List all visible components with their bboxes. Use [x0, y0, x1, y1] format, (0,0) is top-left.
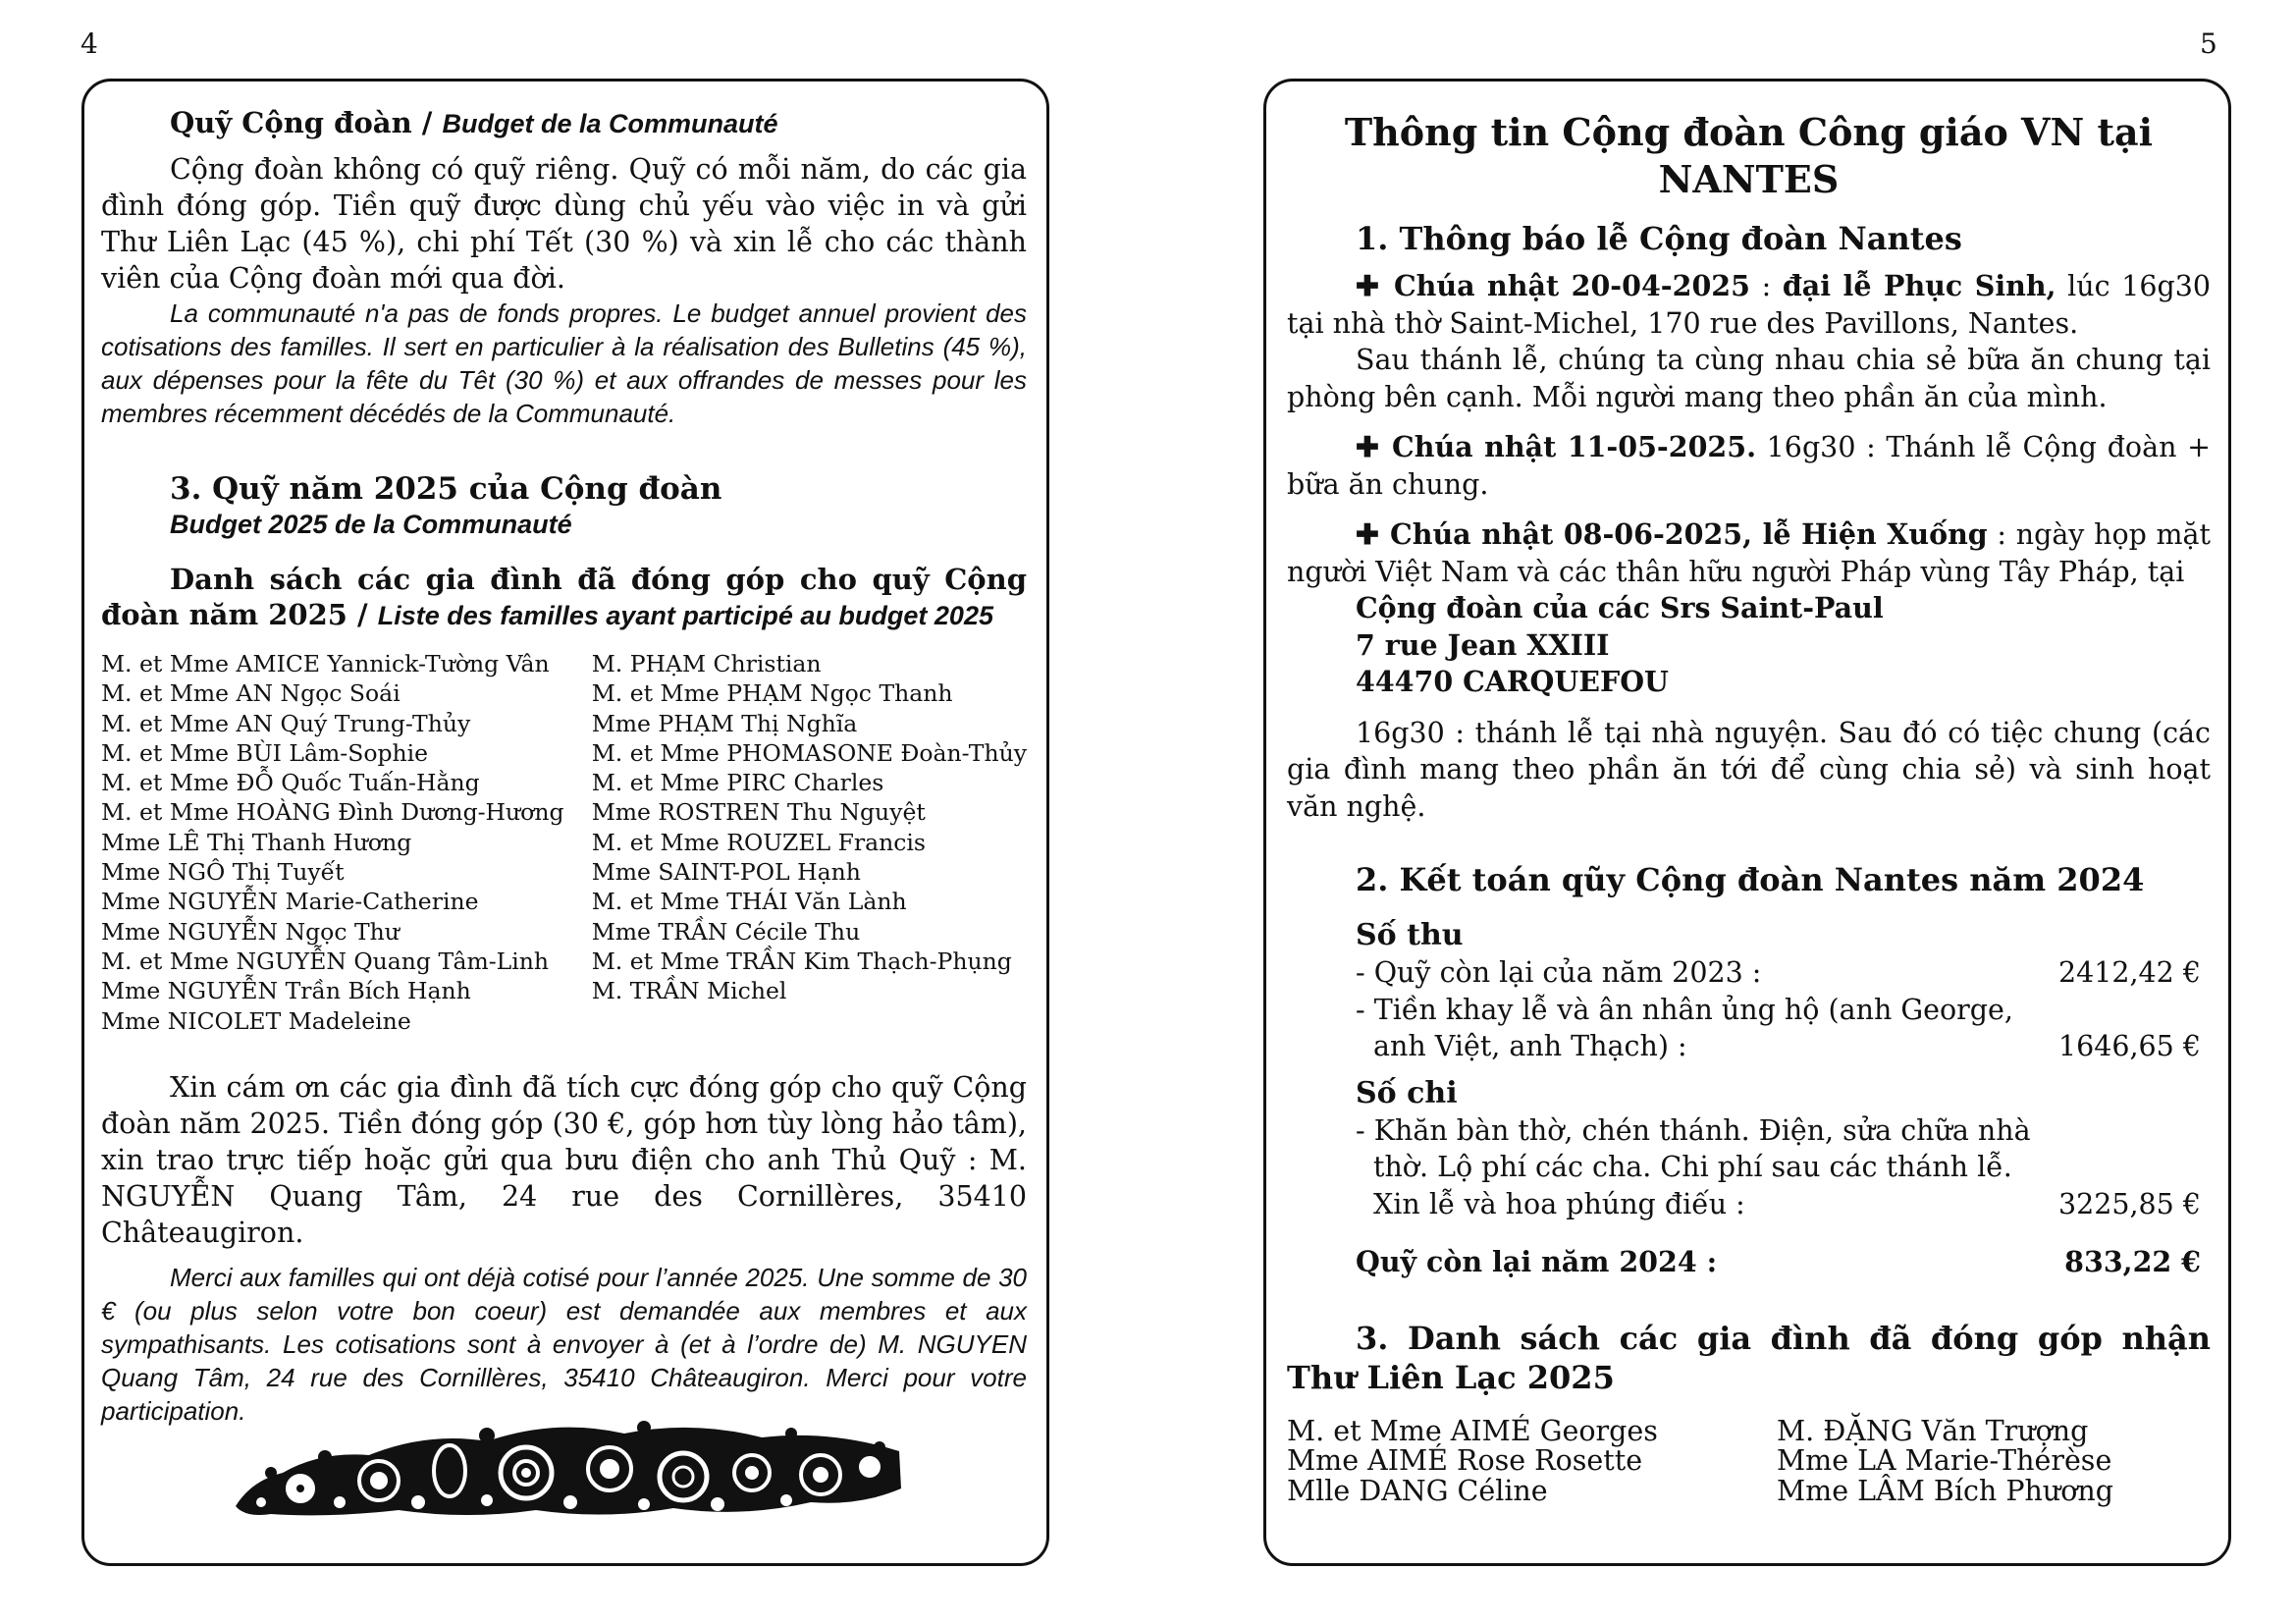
newsletter-col-2 [1777, 1414, 2113, 1507]
page-title: Thông tin Cộng đoàn Công giáo VN tại NANTES [1344, 110, 2154, 201]
section1-title: 1. Thông báo lễ Cộng đoàn Nantes [1356, 220, 1962, 257]
contributors-list-title-vi: Danh sách các gia đình đã đóng góp cho quỹ Cộng đoàn năm 2025 / [101, 563, 1027, 631]
contributors-list-title-fr: Liste des familles ayant participé au budget 2025 [377, 601, 993, 630]
list-item: M. et Mme ĐỖ Quốc Tuấn-Hằng [101, 769, 480, 797]
address-line: 7 rue Jean XXIII [1356, 627, 1610, 662]
page-number-right: 5 [2200, 27, 2217, 60]
section3-title-right: 3. Danh sách các gia đình đã đóng góp nhận Thư Liên Lạc 2025 [1287, 1319, 2211, 1396]
cross-icon: ✚ [1356, 430, 1381, 463]
list-item: Mme NGUYỄN Marie-Catherine [101, 888, 479, 916]
list-item: M. et Mme THÁI Văn Lành [591, 888, 907, 916]
balance-row [1287, 1244, 2211, 1281]
list-item: Mme NGÔ Thị Tuyết [101, 858, 345, 887]
budget-text-vi: Cộng đoàn không có quỹ riêng. Quỹ có mỗi năm, do các gia đình đóng góp. Tiền quỹ được dùng chủ yếu vào việc in và gửi Thư Liên Lạc (45 %), chi phí Tết (30 %) và xin lễ cho các thành viên của Cộng đoàn mới qua đời. [101, 153, 1027, 295]
list-item: Mme NGUYỄN Trần Bích Hạnh [101, 977, 471, 1005]
expense-label-3: Xin lễ và hoa phúng điếu : [1373, 1187, 1745, 1220]
cross-icon: ✚ [1356, 517, 1380, 551]
balance-label: Quỹ còn lại năm 2024 : [1356, 1245, 1718, 1278]
expense-label-2: thờ. Lộ phí các cha. Chi phí sau các thánh lễ. [1373, 1151, 2012, 1183]
page-number-left: 4 [80, 27, 98, 60]
list-item: M. et Mme AN Ngọc Soái [101, 679, 400, 708]
section3-subtitle: Budget 2025 de la Communauté [170, 510, 572, 539]
event-easter-date: Chúa nhật 20-04-2025 [1381, 269, 1750, 302]
cross-icon: ✚ [1356, 269, 1382, 302]
contributors-col-2 [592, 649, 1027, 1036]
list-item: M. et Mme HOÀNG Đình Dương-Hương [101, 798, 564, 827]
income-row-2 [1287, 1028, 2211, 1065]
event-may [1287, 429, 2211, 503]
list-item: Mme PHẠM Thị Nghĩa [591, 709, 858, 737]
thanks-text-fr: Merci aux familles qui ont déjà cotisé pour l’année 2025. Une somme de 30 € (ou plus selon votre bon coeur) est demandée aux membres et aux sympathisants. Les cotisations sont à envoyer à (et à l’ordre de) M. NGUYEN Quang Tâm, 24 rue des Cornillères, 35410 Châteaugiron. Merci pour votre participation. [101, 1262, 1027, 1426]
balance-amount: 833,22 € [2064, 1245, 2201, 1278]
list-item: Mme AIMÉ Rose Rosette [1287, 1444, 1643, 1477]
budget-text-fr: La communauté n'a pas de fonds propres. Le budget annuel provient des cotisations des familles. Il sert en particulier à la réalisation des Bulletins (45 %), aux dépenses pour la fête du Têt (30 %) et aux offrandes de messes pour les membres récemment décédés de la Communauté. [101, 298, 1027, 428]
event-may-date: Chúa nhật 11-05-2025. [1380, 430, 1756, 463]
income-row-1-label: - Quỹ còn lại của năm 2023 : [1356, 956, 1762, 989]
list-item: M. et Mme BÙI Lâm-Sophie [101, 738, 429, 767]
list-item: Mme NICOLET Madeleine [101, 1006, 411, 1035]
flower-border-decoration [232, 1412, 904, 1522]
income-row-1 [1287, 954, 2211, 992]
list-item: M. et Mme AIMÉ Georges [1287, 1414, 1658, 1447]
list-item: Mme ROSTREN Thu Nguyệt [591, 798, 926, 827]
list-item: Mme LA Marie-Thérèse [1777, 1444, 2112, 1477]
list-item: Mme LÊ Thị Thanh Hương [101, 828, 412, 856]
list-item: Mme NGUYỄN Ngọc Thư [101, 917, 400, 946]
expense-label-1: - Khăn bàn thờ, chén thánh. Điện, sửa chữa nhà [1356, 1113, 2031, 1147]
list-item: M. et Mme PHOMASONE Đoàn-Thủy [591, 738, 1027, 767]
list-item: M. et Mme PIRC Charles [591, 769, 884, 797]
section2-title: 2. Kết toán qũy Cộng đoàn Nantes năm 2024 [1356, 861, 2145, 898]
list-item: M. TRẦN Michel [591, 977, 787, 1005]
list-item: Mme TRẦN Cécile Thu [591, 917, 861, 946]
list-item: Mme SAINT-POL Hạnh [591, 858, 861, 887]
event-pentecost-note: 16g30 : thánh lễ tại nhà nguyện. Sau đó có tiệc chung (các gia đình mang theo phần ăn tới để cùng chia sẻ) và sinh hoạt văn nghệ. [1287, 716, 2211, 823]
expense-row [1287, 1186, 2211, 1223]
thanks-text-vi: Xin cám ơn các gia đình đã tích cực đóng góp cho quỹ Cộng đoàn năm 2025. Tiền đóng góp (30 €, góp hơn tùy lòng hảo tâm), xin trao trực tiếp hoặc gửi qua bưu điện cho anh Thủ Quỹ : M. NGUYỄN Quang Tâm, 24 rue des Cornillères, 35410 Châteaugiron. [101, 1070, 1027, 1249]
list-item: M. et Mme TRẦN Kim Thạch-Phụng [591, 947, 1012, 975]
income-row-2-label-2: anh Việt, anh Thạch) : [1373, 1030, 1687, 1062]
event-may-text: 16g30 : Thánh lễ Cộng đoàn + bữa ăn chung. [1287, 431, 2211, 501]
income-row-2-amount: 1646,65 € [2057, 1030, 2201, 1062]
list-item: M. et Mme AN Quý Trung-Thủy [101, 709, 471, 737]
contributors-list [101, 649, 1027, 1036]
expense-amount: 3225,85 € [2057, 1187, 2201, 1220]
address-line: 44470 CARQUEFOU [1356, 665, 1669, 698]
newsletter-col-1 [1287, 1414, 1777, 1507]
event-pentecost-date: Chúa nhật 08-06-2025, lễ Hiện Xuống [1379, 517, 1988, 551]
event-easter-name: đại lễ Phục Sinh, [1782, 269, 2056, 302]
event-pentecost-address [1287, 590, 2211, 701]
list-item: M. ĐẶNG Văn Trượng [1777, 1414, 2089, 1447]
list-item: Mme LÂM Bích Phương [1777, 1474, 2113, 1507]
contributors-col-1 [101, 649, 592, 1036]
event-easter-text: lúc 16g30 tại nhà thờ Saint-Michel, 170 rue des Pavillons, Nantes. [1287, 270, 2211, 340]
income-row-1-amount: 2412,42 € [2057, 956, 2201, 989]
event-easter [1287, 268, 2211, 342]
list-item: M. et Mme NGUYỄN Quang Tâm-Linh [101, 947, 550, 975]
section3-title: 3. Quỹ năm 2025 của Cộng đoàn [170, 471, 722, 507]
expense-heading: Số chi [1356, 1075, 1458, 1110]
list-item: Mlle DANG Céline [1287, 1474, 1548, 1507]
budget-title [101, 105, 1027, 141]
list-item: M. et Mme PHẠM Ngọc Thanh [591, 679, 953, 708]
list-item: M. et Mme AMICE Yannick-Tường Vân [101, 650, 550, 677]
newsletter-families-list [1287, 1414, 2211, 1507]
budget-title-vi: Quỹ Cộng đoàn / [170, 106, 443, 139]
address-line: Cộng đoàn của các Srs Saint-Paul [1356, 591, 1884, 624]
event-pentecost [1287, 516, 2211, 590]
budget-title-fr: Budget de la Communauté [442, 109, 778, 138]
event-easter-note: Sau thánh lễ, chúng ta cùng nhau chia sẻ bữa ăn chung tại phòng bên cạnh. Mỗi người mang theo phần ăn của mình. [1287, 344, 2211, 413]
event-easter-sep: : [1749, 270, 1783, 302]
list-item: M. PHẠM Christian [591, 650, 822, 677]
event-pentecost-text: : ngày họp mặt người Việt Nam và các thân hữu người Pháp vùng Tây Pháp, tại [1287, 518, 2212, 588]
income-row-2-label-1: - Tiền khay lễ và ân nhân ủng hộ (anh George, [1356, 993, 2013, 1026]
income-heading: Số thu [1356, 918, 1464, 952]
list-item: M. et Mme ROUZEL Francis [591, 828, 926, 856]
left-page-frame [81, 79, 1049, 1566]
contributors-list-title [101, 562, 1027, 633]
right-page-frame [1263, 79, 2231, 1566]
